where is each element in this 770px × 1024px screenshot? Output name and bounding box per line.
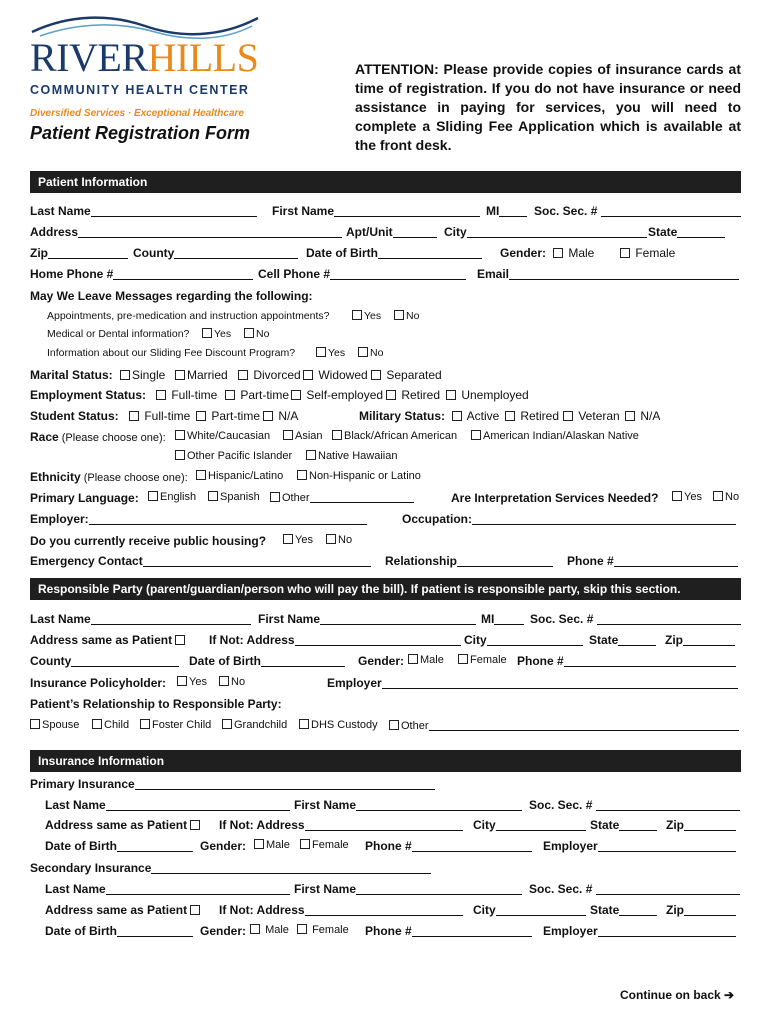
pi-address-same-checkbox[interactable]: Address same as Patient	[45, 818, 202, 832]
pi-gender-female-checkbox[interactable]: Female	[300, 839, 349, 851]
si-last-name-field[interactable]: Last Name	[45, 882, 290, 896]
race-american-indian-checkbox[interactable]: American Indian/Alaskan Native	[471, 430, 639, 442]
military-veteran-checkbox[interactable]: Veteran	[563, 409, 620, 423]
pi-address-field[interactable]: If Not: Address	[219, 818, 463, 832]
si-state-field[interactable]: State	[590, 903, 657, 917]
rel-child-checkbox[interactable]: Child	[92, 719, 129, 731]
rel-foster-child-checkbox[interactable]: Foster Child	[140, 719, 211, 731]
language-english-checkbox[interactable]: English	[148, 491, 196, 503]
employment-status-label: Employment Status:	[30, 388, 147, 402]
rp-gender-label: Gender:	[358, 654, 405, 668]
employment-unemployed-checkbox[interactable]: Unemployed	[446, 388, 529, 402]
rp-state-field[interactable]: State	[589, 633, 656, 647]
rp-address-field[interactable]: If Not: Address	[209, 633, 461, 647]
rp-gender-male-checkbox[interactable]: Male	[408, 654, 444, 666]
marital-married-checkbox[interactable]: Married	[175, 368, 228, 382]
messages-question: May We Leave Messages regarding the following:	[30, 289, 313, 303]
race-pacific-islander-checkbox[interactable]: Other Pacific Islander	[175, 450, 292, 462]
pi-zip-field[interactable]: Zip	[666, 818, 736, 832]
attention-notice: ATTENTION: Please provide copies of insurance cards at time of registration. If you do not have insurance or need assistance in paying for services, you will need to complete a Sliding Fee Application which is available at the front desk.	[355, 61, 741, 153]
si-gender-female-checkbox[interactable]: Female	[297, 924, 349, 936]
last-name-field[interactable]: Last Name	[30, 204, 257, 218]
race-white-checkbox[interactable]: White/Caucasian	[175, 430, 270, 442]
si-gender-label: Gender:	[200, 924, 247, 938]
race-label: Race (Please choose one):	[30, 430, 166, 444]
rp-policyholder-yes-checkbox[interactable]: Yes	[177, 676, 207, 688]
state-field[interactable]: State	[648, 225, 725, 239]
msg-appointments-yes[interactable]: Yes	[352, 310, 381, 322]
si-zip-field[interactable]: Zip	[666, 903, 736, 917]
emergency-contact-field[interactable]: Emergency Contact	[30, 554, 371, 568]
pi-phone-field[interactable]: Phone #	[365, 839, 532, 853]
mi-field[interactable]: MI	[486, 204, 527, 218]
email-field[interactable]: Email	[477, 267, 739, 281]
military-status-label: Military Status:	[359, 409, 446, 423]
gender-female-checkbox[interactable]: Female	[620, 246, 675, 260]
language-spanish-checkbox[interactable]: Spanish	[208, 491, 260, 503]
public-housing-question: Do you currently receive public housing?	[30, 534, 267, 548]
county-field[interactable]: County	[133, 246, 298, 260]
si-city-field[interactable]: City	[473, 903, 586, 917]
marital-separated-checkbox[interactable]: Separated	[371, 368, 442, 382]
rp-policyholder-label: Insurance Policyholder:	[30, 676, 167, 690]
rel-spouse-checkbox[interactable]: Spouse	[30, 719, 79, 731]
race-black-checkbox[interactable]: Black/African American	[332, 430, 457, 442]
page-title: Patient Registration Form	[30, 123, 251, 143]
race-asian-checkbox[interactable]: Asian	[283, 430, 323, 442]
public-housing-yes-checkbox[interactable]: Yes	[283, 534, 313, 546]
si-gender-male-checkbox[interactable]: Male	[250, 924, 289, 936]
rp-county-field[interactable]: County	[30, 654, 179, 668]
continue-on-back: Continue on back ➔	[620, 988, 735, 1002]
section-header-responsible-party: Responsible Party (parent/guardian/person who will pay the bill). If patient is responsible party, skip this section.	[30, 578, 741, 600]
rp-relationship-question: Patient’s Relationship to Responsible Party:	[30, 697, 282, 711]
rp-first-name-field[interactable]: First Name	[258, 612, 476, 626]
employment-parttime-checkbox[interactable]: Part-time	[225, 388, 289, 402]
gender-label: Gender:	[500, 246, 547, 260]
rp-address-same-checkbox[interactable]: Address same as Patient	[30, 633, 187, 647]
student-parttime-checkbox[interactable]: Part-time	[196, 409, 260, 423]
rel-other-checkbox[interactable]: Other	[389, 719, 739, 732]
emergency-phone-field[interactable]: Phone #	[567, 554, 738, 568]
msg-sliding-fee-yes[interactable]: Yes	[316, 347, 345, 359]
gender-male-checkbox[interactable]: Male	[553, 246, 594, 260]
pi-gender-male-checkbox[interactable]: Male	[254, 839, 290, 851]
first-name-field[interactable]: First Name	[272, 204, 480, 218]
employment-retired-checkbox[interactable]: Retired	[386, 388, 440, 402]
pi-dob-field[interactable]: Date of Birth	[45, 839, 193, 853]
si-address-same-checkbox[interactable]: Address same as Patient	[45, 903, 202, 917]
language-other-checkbox[interactable]: Other	[270, 491, 414, 504]
msg-medical-label: Medical or Dental information?	[47, 328, 190, 340]
employment-selfemployed-checkbox[interactable]: Self-employed	[291, 388, 383, 402]
military-retired-checkbox[interactable]: Retired	[505, 409, 559, 423]
pi-employer-field[interactable]: Employer	[543, 839, 736, 853]
marital-status-label: Marital Status:	[30, 368, 113, 382]
student-na-checkbox[interactable]: N/A	[263, 409, 298, 423]
msg-sliding-fee-no[interactable]: No	[358, 347, 383, 359]
race-native-hawaiian-checkbox[interactable]: Native Hawaiian	[306, 450, 397, 462]
military-active-checkbox[interactable]: Active	[452, 409, 499, 423]
rp-ssn-field[interactable]: Soc. Sec. #	[530, 612, 741, 626]
msg-medical-yes[interactable]: Yes	[202, 328, 231, 340]
primary-language-label: Primary Language:	[30, 491, 139, 505]
dob-field[interactable]: Date of Birth	[306, 246, 482, 260]
section-header-insurance: Insurance Information	[30, 750, 741, 772]
pi-city-field[interactable]: City	[473, 818, 586, 832]
ethnicity-non-hispanic-checkbox[interactable]: Non-Hispanic or Latino	[297, 470, 421, 482]
marital-widowed-checkbox[interactable]: Widowed	[303, 368, 368, 382]
ssn-field[interactable]: Soc. Sec. #	[534, 204, 741, 218]
cell-phone-field[interactable]: Cell Phone #	[258, 267, 466, 281]
interpretation-no-checkbox[interactable]: No	[713, 491, 739, 503]
interpretation-yes-checkbox[interactable]: Yes	[672, 491, 702, 503]
employment-fulltime-checkbox[interactable]: Full-time	[156, 388, 217, 402]
rel-grandchild-checkbox[interactable]: Grandchild	[222, 719, 287, 731]
msg-appointments-label: Appointments, pre-medication and instruction appointments?	[47, 310, 330, 322]
si-ssn-field[interactable]: Soc. Sec. #	[529, 882, 740, 896]
rel-dhs-custody-checkbox[interactable]: DHS Custody	[299, 719, 378, 731]
pi-gender-label: Gender:	[200, 839, 247, 853]
rp-phone-field[interactable]: Phone #	[517, 654, 736, 668]
address-field[interactable]: Address	[30, 225, 342, 239]
rp-policyholder-no-checkbox[interactable]: No	[219, 676, 245, 688]
zip-field[interactable]: Zip	[30, 246, 128, 260]
public-housing-no-checkbox[interactable]: No	[326, 534, 352, 546]
ethnicity-hispanic-checkbox[interactable]: Hispanic/Latino	[196, 470, 283, 482]
home-phone-field[interactable]: Home Phone #	[30, 267, 253, 281]
student-status-label: Student Status:	[30, 409, 119, 423]
rp-employer-field[interactable]: Employer	[327, 676, 738, 690]
apt-unit-field[interactable]: Apt/Unit	[346, 225, 437, 239]
arrow-right-icon: ➔	[724, 988, 735, 1002]
rp-last-name-field[interactable]: Last Name	[30, 612, 251, 626]
rp-mi-field[interactable]: MI	[481, 612, 524, 626]
msg-medical-no[interactable]: No	[244, 328, 269, 340]
occupation-field[interactable]: Occupation:	[402, 512, 736, 526]
ethnicity-label: Ethnicity (Please choose one):	[30, 470, 188, 484]
section-header-patient: Patient Information	[30, 171, 741, 193]
si-phone-field[interactable]: Phone #	[365, 924, 532, 938]
secondary-insurance-field[interactable]: Secondary Insurance	[30, 861, 431, 875]
rp-zip-field[interactable]: Zip	[665, 633, 735, 647]
rp-gender-female-checkbox[interactable]: Female	[458, 654, 507, 666]
marital-divorced-checkbox[interactable]: Divorced	[238, 368, 301, 382]
si-employer-field[interactable]: Employer	[543, 924, 736, 938]
marital-single-checkbox[interactable]: Single	[120, 368, 165, 382]
pi-state-field[interactable]: State	[590, 818, 657, 832]
logo-wordmark: RIVERHILLS	[30, 35, 259, 80]
military-na-checkbox[interactable]: N/A	[625, 409, 660, 423]
logo-tagline: Diversified Services · Exceptional Healthcare	[30, 108, 244, 119]
pi-ssn-field[interactable]: Soc. Sec. #	[529, 798, 740, 812]
rp-dob-field[interactable]: Date of Birth	[189, 654, 345, 668]
rp-city-field[interactable]: City	[464, 633, 583, 647]
si-first-name-field[interactable]: First Name	[294, 882, 522, 896]
emergency-relationship-field[interactable]: Relationship	[385, 554, 553, 568]
msg-sliding-fee-label: Information about our Sliding Fee Discount Program?	[47, 347, 296, 359]
si-dob-field[interactable]: Date of Birth	[45, 924, 193, 938]
msg-appointments-no[interactable]: No	[394, 310, 419, 322]
city-field[interactable]: City	[444, 225, 647, 239]
si-address-field[interactable]: If Not: Address	[219, 903, 463, 917]
pi-first-name-field[interactable]: First Name	[294, 798, 522, 812]
interpretation-question: Are Interpretation Services Needed?	[451, 491, 659, 505]
student-fulltime-checkbox[interactable]: Full-time	[129, 409, 190, 423]
logo-subtitle: COMMUNITY HEALTH CENTER	[30, 83, 250, 97]
employer-field[interactable]: Employer:	[30, 512, 367, 526]
primary-insurance-field[interactable]: Primary Insurance	[30, 777, 435, 791]
pi-last-name-field[interactable]: Last Name	[45, 798, 290, 812]
